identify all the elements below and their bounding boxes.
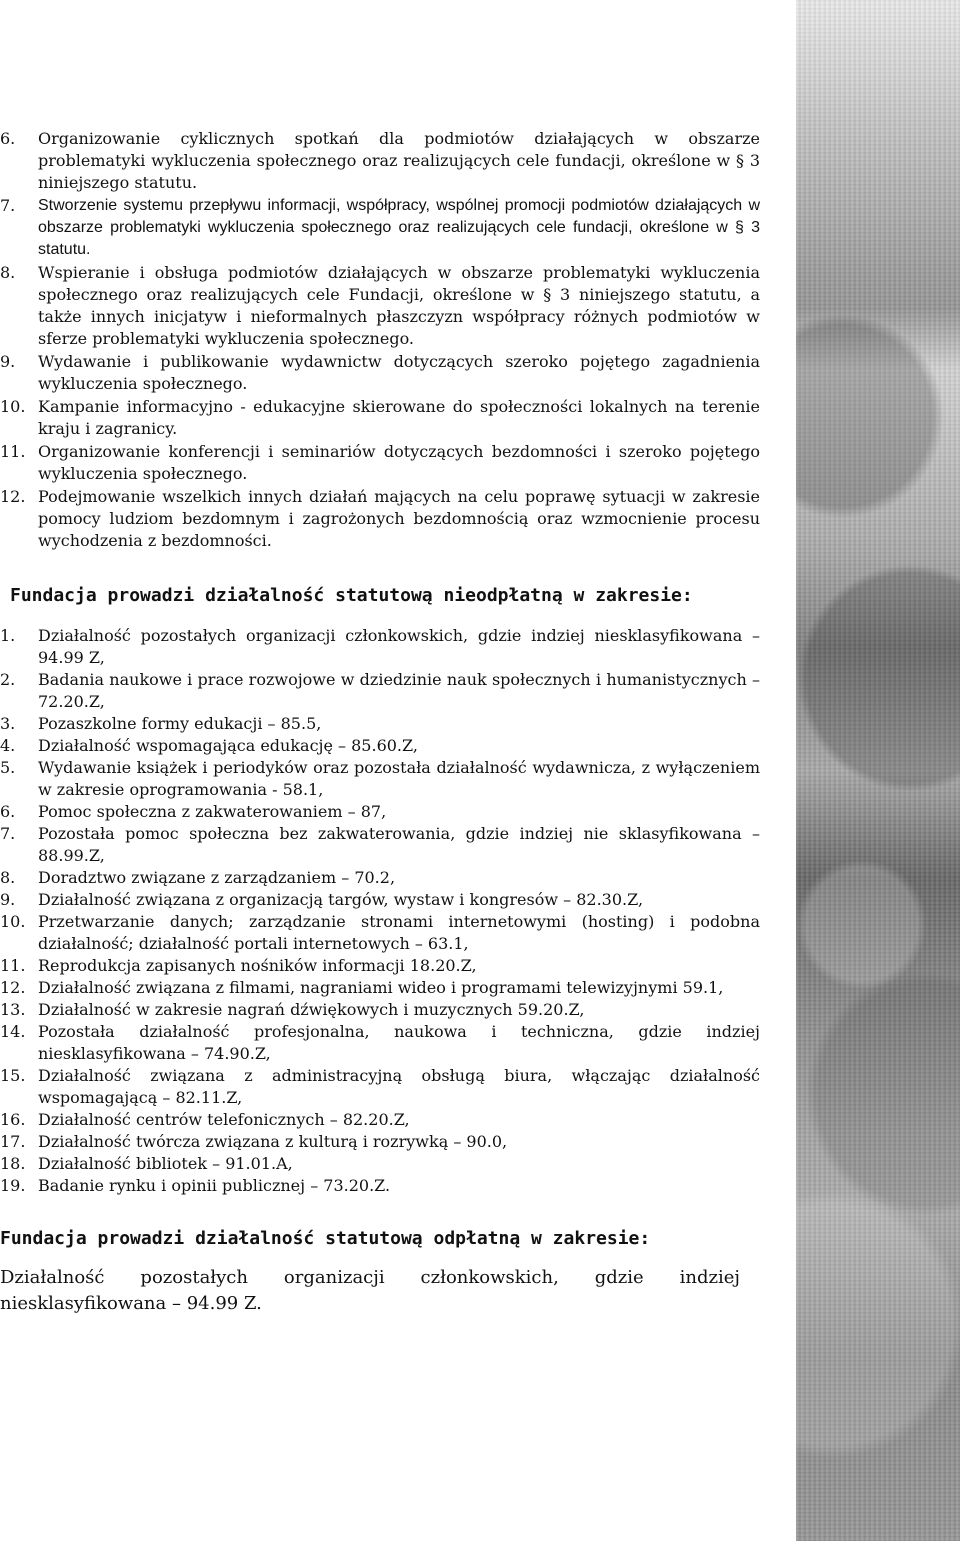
item-text: Wydawanie i publikowanie wydawnictw dotyczących szeroko pojętego zagadnienia wykluczenia społecznego. bbox=[38, 352, 760, 393]
list-item bbox=[0, 128, 760, 194]
list-item bbox=[0, 999, 760, 1021]
item-number: 2. bbox=[0, 670, 16, 689]
item-number: 12. bbox=[0, 487, 26, 506]
item-text: Działalność związana z organizacją targów, wystaw i kongresów – 82.30.Z, bbox=[38, 890, 644, 909]
list-item bbox=[0, 1021, 760, 1065]
item-number: 6. bbox=[0, 802, 16, 821]
item-number: 6. bbox=[0, 129, 16, 148]
item-number: 4. bbox=[0, 736, 16, 755]
paid-activity-heading: Fundacja prowadzi działalność statutową odpłatną w zakresie: bbox=[0, 1228, 651, 1249]
list-item bbox=[0, 1131, 760, 1153]
item-number: 10. bbox=[0, 397, 26, 416]
item-number: 11. bbox=[0, 956, 26, 975]
list-item bbox=[0, 1175, 760, 1197]
item-number: 16. bbox=[0, 1110, 26, 1129]
free-activity-heading: Fundacja prowadzi działalność statutową nieodpłatną w zakresie: bbox=[10, 585, 693, 606]
item-number: 7. bbox=[0, 824, 16, 843]
statute-activities-list bbox=[0, 128, 760, 552]
item-number: 18. bbox=[0, 1154, 26, 1173]
item-text: Stworzenie systemu przepływu informacji, współpracy, wspólnej promocji podmiotów działających w obszarze problematyki wykluczenia społecznego oraz realizujących cele fundacji, określone w § 3 statutu. bbox=[38, 197, 760, 258]
item-number: 7. bbox=[0, 196, 16, 215]
scanned-paper-texture bbox=[796, 0, 960, 1541]
item-text: Działalność związana z filmami, nagraniami wideo i programami telewizyjnymi 59.1, bbox=[38, 978, 724, 997]
item-number: 8. bbox=[0, 868, 16, 887]
item-number: 14. bbox=[0, 1022, 26, 1041]
item-number: 15. bbox=[0, 1066, 26, 1085]
item-number: 10. bbox=[0, 912, 26, 931]
item-text: Badanie rynku i opinii publicznej – 73.20.Z. bbox=[38, 1176, 391, 1195]
item-text: Doradztwo związane z zarządzaniem – 70.2, bbox=[38, 868, 396, 887]
item-number: 5. bbox=[0, 758, 16, 777]
item-number: 13. bbox=[0, 1000, 26, 1019]
item-text: Przetwarzanie danych; zarządzanie stronami internetowymi (hosting) i podobna działalność; działalność portali internetowych – 63.1, bbox=[38, 912, 760, 953]
item-number: 9. bbox=[0, 352, 16, 371]
paid-activity-text: Działalność pozostałych organizacji członkowskich, gdzie indziej niesklasyfikowana – 94.99 Z. bbox=[0, 1267, 740, 1314]
item-text: Działalność bibliotek – 91.01.A, bbox=[38, 1154, 293, 1173]
item-number: 8. bbox=[0, 263, 16, 282]
item-number: 11. bbox=[0, 442, 26, 461]
item-number: 12. bbox=[0, 978, 26, 997]
document-content bbox=[0, 128, 760, 1317]
item-text: Reprodukcja zapisanych nośników informacji 18.20.Z, bbox=[38, 956, 477, 975]
list-item bbox=[0, 262, 760, 350]
list-item bbox=[0, 823, 760, 867]
item-number: 9. bbox=[0, 890, 16, 909]
list-item bbox=[0, 1153, 760, 1175]
list-item bbox=[0, 441, 760, 485]
list-item bbox=[0, 757, 760, 801]
item-number: 17. bbox=[0, 1132, 26, 1151]
list-item bbox=[0, 195, 760, 261]
list-item bbox=[0, 889, 760, 911]
item-number: 19. bbox=[0, 1176, 26, 1195]
list-item bbox=[0, 1065, 760, 1109]
item-text: Pozostała pomoc społeczna bez zakwaterowania, gdzie indziej nie sklasyfikowana – 88.99.Z, bbox=[38, 824, 760, 865]
list-item bbox=[0, 396, 760, 440]
list-item bbox=[0, 486, 760, 552]
list-item bbox=[0, 713, 760, 735]
list-item bbox=[0, 955, 760, 977]
item-text: Pomoc społeczna z zakwaterowaniem – 87, bbox=[38, 802, 387, 821]
item-number: 1. bbox=[0, 626, 16, 645]
item-text: Pozostała działalność profesjonalna, naukowa i techniczna, gdzie indziej niesklasyfikowana – 74.90.Z, bbox=[38, 1022, 760, 1063]
item-text: Wydawanie książek i periodyków oraz pozostała działalność wydawnicza, z wyłączeniem w zakresie oprogramowania - 58.1, bbox=[38, 758, 760, 799]
item-text: Działalność związana z administracyjną obsługą biura, włączając działalność wspomagającą – 82.11.Z, bbox=[38, 1066, 760, 1107]
item-text: Działalność centrów telefonicznych – 82.20.Z, bbox=[38, 1110, 410, 1129]
list-item bbox=[0, 801, 760, 823]
list-item bbox=[0, 625, 760, 669]
item-text: Organizowanie cyklicznych spotkań dla podmiotów działających w obszarze problematyki wykluczenia społecznego oraz realizujących cele fundacji, określone w § 3 niniejszego statutu. bbox=[38, 129, 760, 192]
list-item bbox=[0, 351, 760, 395]
free-activity-list bbox=[0, 625, 760, 1197]
item-text: Kampanie informacyjno - edukacyjne skierowane do społeczności lokalnych na terenie kraju i zagranicy. bbox=[38, 397, 760, 438]
list-item bbox=[0, 911, 760, 955]
item-text: Działalność pozostałych organizacji członkowskich, gdzie indziej niesklasyfikowana – 94.99 Z, bbox=[38, 626, 760, 667]
list-item bbox=[0, 669, 760, 713]
item-text: Pozaszkolne formy edukacji – 85.5, bbox=[38, 714, 322, 733]
item-text: Działalność wspomagająca edukację – 85.60.Z, bbox=[38, 736, 418, 755]
item-text: Wspieranie i obsługa podmiotów działających w obszarze problematyki wykluczenia społecznego oraz realizujących cele Fundacji, określone w § 3 niniejszego statutu, a także innych inicjatyw i nieformalnych płaszczyzn współpracy różnych podmiotów w sferze problematyki wykluczenia społecznego. bbox=[38, 263, 760, 348]
list-item bbox=[0, 735, 760, 757]
list-item bbox=[0, 1109, 760, 1131]
list-item bbox=[0, 977, 760, 999]
item-number: 3. bbox=[0, 714, 16, 733]
item-text: Działalność twórcza związana z kulturą i rozrywką – 90.0, bbox=[38, 1132, 508, 1151]
item-text: Organizowanie konferencji i seminariów dotyczących bezdomności i szeroko pojętego wykluczenia społecznego. bbox=[38, 442, 760, 483]
list-item bbox=[0, 867, 760, 889]
item-text: Badania naukowe i prace rozwojowe w dziedzinie nauk społecznych i humanistycznych – 72.20.Z, bbox=[38, 670, 760, 711]
item-text: Działalność w zakresie nagrań dźwiękowych i muzycznych 59.20.Z, bbox=[38, 1000, 585, 1019]
item-text: Podejmowanie wszelkich innych działań mających na celu poprawę sytuacji w zakresie pomocy ludziom bezdomnym i zagrożonych bezdomnością oraz wzmocnienie procesu wychodzenia z bezdomności. bbox=[38, 487, 760, 550]
